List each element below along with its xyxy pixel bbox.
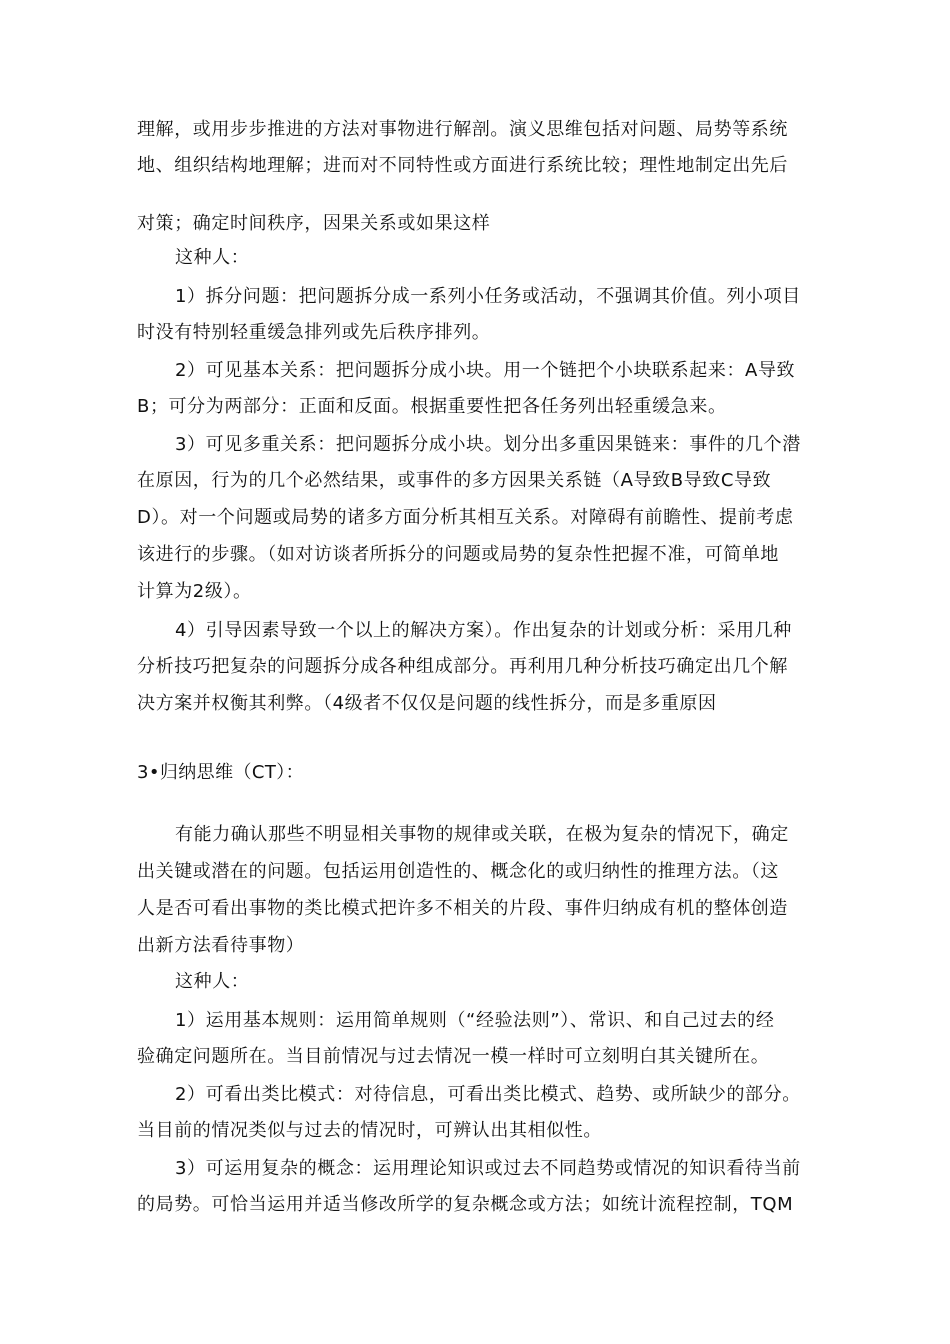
text-line: B；可分为两部分：正面和反面。根据重要性把各任务列出轻重缓急来。 — [137, 396, 727, 417]
text-line: 有能力确认那些不明显相关事物的规律或关联，在极为复杂的情况下，确定 — [175, 824, 789, 845]
text-line: 计算为2级）。 — [137, 581, 252, 602]
text-line: 出新方法看待事物） — [137, 935, 305, 956]
list-item: 4）引导因素导致一个以上的解决方案）。作出复杂的计划或分析：采用几种 — [175, 620, 792, 641]
text-line: D）。对一个问题或局势的诸多方面分析其相互关系。对障碍有前瞻性、提前考虑 — [137, 507, 794, 528]
text-line: 在原因，行为的几个必然结果，或事件的多方因果关系链（A导致B导致C导致 — [137, 470, 772, 491]
list-item: 2）可看出类比模式：对待信息，可看出类比模式、趋势、或所缺少的部分。 — [175, 1084, 801, 1105]
list-item: 1）运用基本规则：运用简单规则（“经验法则”）、常识、和自己过去的经 — [175, 1010, 775, 1031]
text-line: 决方案并权衡其利弊。（4级者不仅仅是问题的线性拆分，而是多重原因 — [137, 693, 717, 714]
text-line: 对策；确定时间秩序，因果关系或如果这样 — [137, 213, 491, 234]
text-line: 分析技巧把复杂的问题拆分成各种组成部分。再利用几种分析技巧确定出几个解 — [137, 656, 788, 677]
text-line: 时没有特别轻重缓急排列或先后秩序排列。 — [137, 322, 491, 343]
text-line: 当目前的情况类似与过去的情况时，可辨认出其相似性。 — [137, 1120, 602, 1141]
list-item: 3）可见多重关系：把问题拆分成小块。划分出多重因果链来：事件的几个潜 — [175, 434, 801, 455]
list-item: 1）拆分问题：把问题拆分成一系列小任务或活动，不强调其价值。列小项目 — [175, 286, 801, 307]
list-item: 2）可见基本关系：把问题拆分成小块。用一个链把个小块联系起来：A导致 — [175, 360, 796, 381]
text-line: 人是否可看出事物的类比模式把许多不相关的片段、事件归纳成有机的整体创造 — [137, 898, 788, 919]
list-item: 3）可运用复杂的概念：运用理论知识或过去不同趋势或情况的知识看待当前 — [175, 1158, 801, 1179]
text-line: 验确定问题所在。当目前情况与过去情况一模一样时可立刻明白其关键所在。 — [137, 1046, 770, 1067]
text-line: 理解，或用步步推进的方法对事物进行解剖。演义思维包括对问题、局势等系统 — [137, 119, 788, 140]
section-heading: 3•归纳思维（CT）： — [137, 762, 305, 783]
text-line: 的局势。可恰当运用并适当修改所学的复杂概念或方法；如统计流程控制，TQM — [137, 1194, 794, 1215]
text-line: 出关键或潜在的问题。包括运用创造性的、概念化的或归纳性的推理方法。（这 — [137, 861, 779, 882]
text-line: 地、组织结构地理解；进而对不同特性或方面进行系统比较；理性地制定出先后 — [137, 155, 788, 176]
text-line: 该进行的步骤。（如对访谈者所拆分的问题或局势的复杂性把握不准，可简单地 — [137, 544, 779, 565]
text-line: 这种人： — [175, 247, 250, 268]
text-line: 这种人： — [175, 971, 250, 992]
